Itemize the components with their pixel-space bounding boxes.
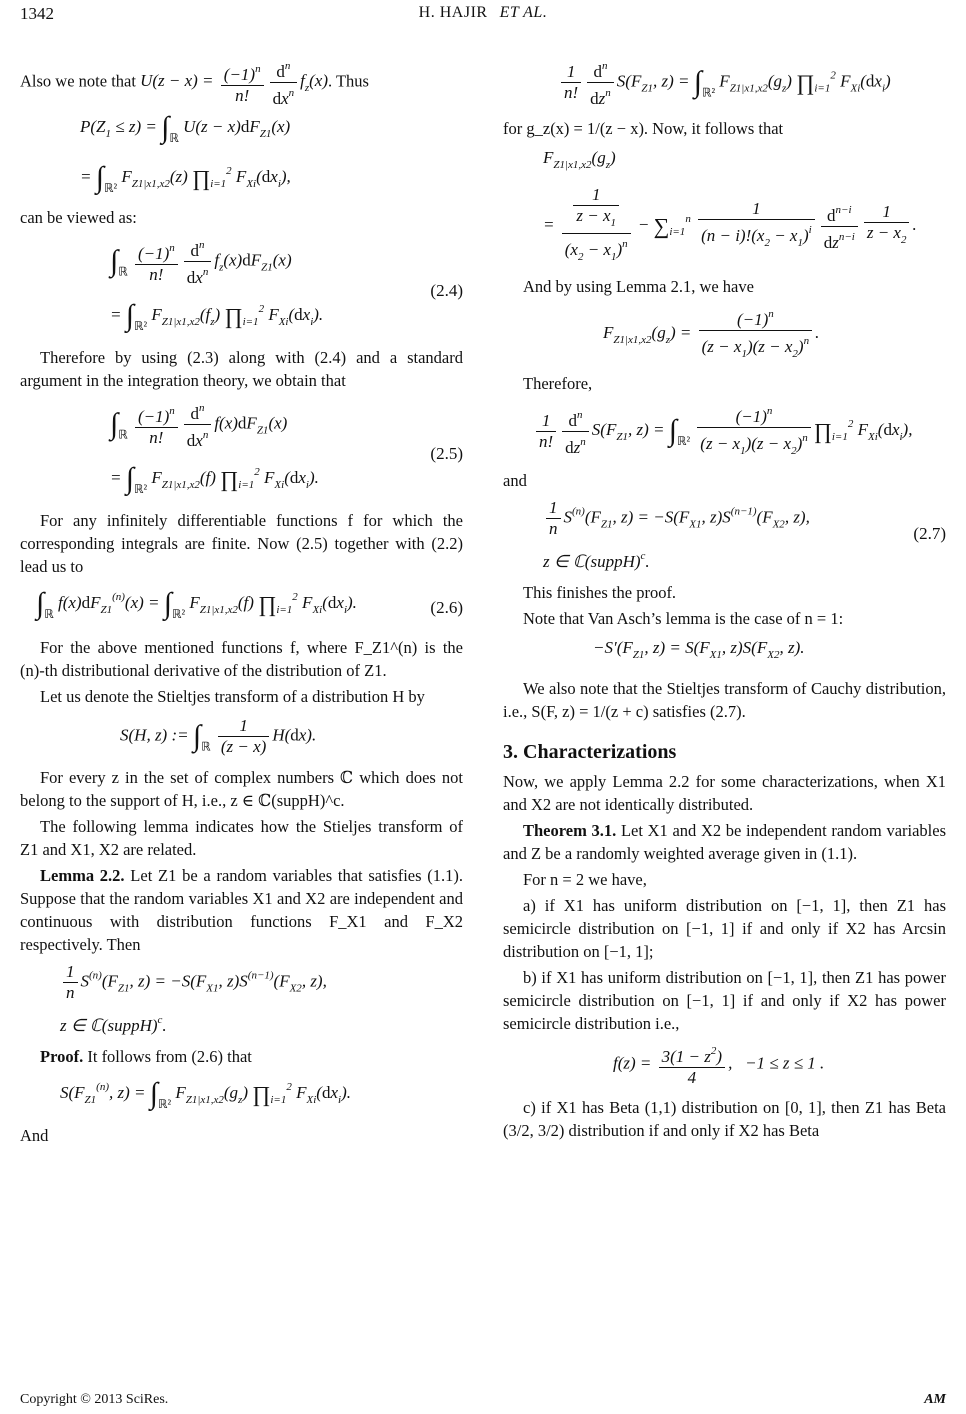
equation-stieltjes: S(H, z) := $\int_ℝ$ $\frac{1}{(z - x)}$ H(dx). xyxy=(120,716,317,756)
equation-right-4: $\frac{1}{n!}$ $\frac{d^n}{dz^n}$ $S(F_{Z1}$, $z) = \int_{ℝ^2}$ $\frac{(-1)^n}{(z - x_1)(z - x_2)^n}$ $\prod_{i=1}^2$ $F_{Xi}(dx_i)$, xyxy=(533,401,946,461)
paragraph: c) if X1 has Beta (1,1) distribution on [0, 1], then Z1 has Beta (3/2, 3/2) distribution if and only if X2 has Beta xyxy=(503,1098,946,1140)
equation-right-1: $\frac{1}{n!}$ $\frac{d^n}{dz^n}$ $S(F_{Z1}$, $z) = \int_{ℝ^2}$ $F_{Z1|x1,x2}(g_z)$ $\prod_{i=1}^2$ $F_{Xi}(dx_i)$ xyxy=(558,56,946,109)
equation-right-3: $F_{Z1|x1,x2}(g_z)$ = $\frac{(-1)^n}{(z - x_1)(z - x_2)^n}$ . xyxy=(603,304,946,364)
paragraph: a) if X1 has uniform distribution on [−1, 1], then Z1 has semicircle distribution on [−1, 1] if and only if X2 has Arcsin distribution on [−1, 1]; xyxy=(503,896,946,961)
running-title: H. HAJIR ET AL. xyxy=(418,4,548,21)
paragraph: can be viewed as: xyxy=(20,208,137,227)
paragraph: Also we note that U(z − x) = $\frac{(-1)^n}{n!}$ $\frac{d^n}{dx^n}$ $f_z(x)$. Thus xyxy=(20,56,463,109)
equation-2-7: $\frac{1}{n}$ $S^{(n)}(F_{Z1}$, $z) = -S(F_{X1}$, $z)S^{(n-1)}(F_{X2}$, z), z ∈ ℂ(suppH)$^c$. (2.7) xyxy=(543,498,946,571)
proof: Proof. It follows from (2.6) that xyxy=(40,1047,252,1067)
equation-inline: U(z − x) = $\frac{(-1)^n}{n!}$ $\frac{d^n}{dx^n}$ $f_z(x)$ xyxy=(140,71,328,90)
paragraph: Note that Van Asch’s lemma is the case of n = 1: xyxy=(523,609,844,628)
page-number: 1342 xyxy=(20,4,54,23)
paragraph: and xyxy=(503,471,527,490)
page-header xyxy=(0,0,966,32)
section-heading: 3. Characterizations xyxy=(503,741,677,763)
paragraph: We also note that the Stieltjes transform of Cauchy distribution, i.e., S(F, z) = 1/(z + c) satisfies (2.7). xyxy=(503,679,946,721)
paragraph: For any infinitely differentiable functions f for which the corresponding integrals are finite. Now (2.5) together with (2.2) lead us to xyxy=(20,511,463,576)
paragraph: Therefore by using (2.3) along with (2.4) and a standard argument in the integration theory, we obtain that xyxy=(20,348,463,390)
theorem-3-1: Theorem 3.1. Let X1 and X2 be independent random variables and Z be a randomly weighted average given in (1.1). xyxy=(503,821,946,863)
paragraph: And xyxy=(20,1126,49,1146)
paragraph: For every z in the set of complex numbers ℂ which does not belong to the support of H, i.e., z ∈ ℂ(suppH)^c. xyxy=(20,768,463,811)
equation-right-2: $F_{Z1|x1,x2}(g_z)$ = $\frac{\frac{1}{z - x_1}}{(x_2 - x_1)^n}$ − $\sum_{i=1}^n$ $\frac{1}{(n - i)!(x_2 - x_1)^i}$ $\frac{d^{n-i}}{dz^{n-i}}$ $\frac{1}{z - x_2}$ . xyxy=(543,148,917,263)
paragraph: Therefore, xyxy=(523,374,593,393)
equation-power-semicircle: f(z) = $\frac{3(1 - z^2)}{4}$ , −1 ≤ z ≤ 1 . xyxy=(613,1041,946,1088)
equation-vanasch: $-S'(F_{Z1}$, $z) = S(F_{X1}$, $z)S(F_{X2}$, z). xyxy=(593,638,805,661)
right-column xyxy=(503,56,946,1145)
equation-proof: $S(F_{Z1}^{(n)}$, $z) = \int_{ℝ^2}$ $F_{Z1|x1,x2}(g_z)$ $\prod_{i=1}^2$ $F_{Xi}(dx_i)$. xyxy=(60,1077,351,1112)
equation-2-5: $\int_ℝ$ $\frac{(-1)^n}{n!}$ $\frac{d^n}{dx^n}$ $f(x)dF_{Z1}(x)$ = $\int_{ℝ^2}$ $F_{Z1|x1,x2}(f)$ $\prod_{i=1}^2$ $F_{Xi}(dx_i)$. (2.5) xyxy=(110,398,463,501)
paragraph: Let us denote the Stieltjes transform of a distribution H by xyxy=(40,687,425,706)
paragraph: for g_z(x) = 1/(z − x). Now, it follows that xyxy=(503,119,784,138)
paragraph: For n = 2 we have, xyxy=(523,870,647,889)
paragraph: Now, we apply Lemma 2.2 for some characterizations, when X1 and X2 are not identically distributed. xyxy=(503,772,946,814)
paragraph: This finishes the proof. xyxy=(523,583,677,602)
equation-block: $P(Z_1 \le z) = \int_ℝ$ $U(z - x)dF_{Z1}(x)$ = $\int_{ℝ^2}$ $F_{Z1|x1,x2}(z)$ $\prod_{i=1}^2$ $F_{Xi}(dx_i)$, xyxy=(80,111,291,195)
lemma-2-2: Lemma 2.2. Let Z1 be a random variables that satisfies (1.1). Suppose that the random variables X1 and X2 are independent and continuous with distribution functions F_X1 and F_X2 respectively. Then xyxy=(20,866,463,955)
paragraph: The following lemma indicates how the Stieljes transform of Z1 and X1, X2 are related. xyxy=(20,817,463,860)
paragraph: b) if X1 has uniform distribution on [−1, 1], then Z1 has power semicircle distribution on [−1, 1] if and only if X2 has power semicircle distribution i.e., xyxy=(503,968,946,1033)
paragraph: For the above mentioned functions f, where F_Z1^(n) is the (n)-th distributional derivative of the distribution of Z1. xyxy=(20,638,463,680)
page-footer: Copyright © 2013 SciRes. AM xyxy=(20,1392,946,1407)
equation-2-4: $\int_ℝ$ $\frac{(-1)^n}{n!}$ $\frac{d^n}{dx^n}$ $f_z(x)dF_{Z1}(x)$ = $\int_{ℝ^2}$ $F_{Z1|x1,x2}(f_z)$ $\prod_{i=1}^2$ $F_{Xi}(dx_i)$. (2.4) xyxy=(110,235,463,338)
paragraph: And by using Lemma 2.1, we have xyxy=(523,277,754,296)
equation-lemma: $\frac{1}{n}$ $S^{(n)}(F_{Z1}$, $z) = -S(F_{X1}$, $z)S^{(n-1)}(F_{X2}$, z), z ∈ ℂ(suppH)$^c$. xyxy=(60,962,327,1036)
equation-2-6: $\int_ℝ$ $f(x)dF_{Z1}^{(n)}(x) = \int_{ℝ^2}$ $F_{Z1|x1,x2}(f)$ $\prod_{i=1}^2$ $F_{Xi}(dx_i)$. (2.6) xyxy=(36,587,463,621)
left-column xyxy=(20,56,463,1150)
